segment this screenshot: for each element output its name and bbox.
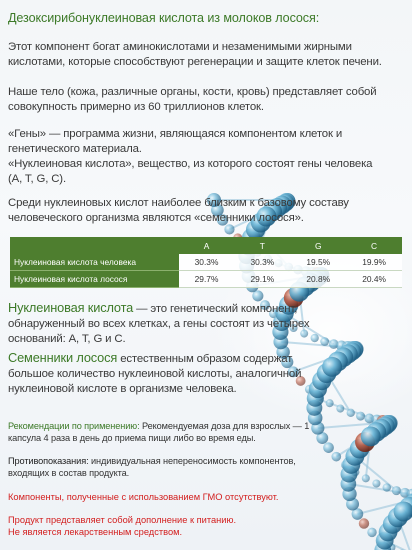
table-header-t: T xyxy=(234,237,290,254)
table-header-empty xyxy=(10,237,179,254)
intro-paragraph: Этот компонент богат аминокислотами и незаменимыми жирными кислотами, которые способствуют регенерации и защите клеток печени. xyxy=(8,41,382,68)
table-cell: 29.1% xyxy=(234,271,290,288)
nucleic-acid-table xyxy=(10,237,402,288)
table-cell: 30.3% xyxy=(234,254,290,271)
row-label-human: Нуклеиновая кислота человека xyxy=(10,254,179,271)
table-row xyxy=(10,254,402,271)
nucleic-acid-paragraph: «Нуклеиновая кислота», вещество, из которого состоят гены человека (A, T, G, C). xyxy=(8,158,373,185)
row-label-salmon: Нуклеиновая кислота лосося xyxy=(10,271,179,288)
not-drug-note: Не является лекарственным средством. xyxy=(8,527,183,537)
salmon-paragraph: Среди нуклеиновых кислот наиболее близким к базовому составу человеческого организма являются «семенники лосося». xyxy=(8,197,349,224)
contra-label: Противопоказания: xyxy=(8,456,89,466)
nucleic-acid-definition xyxy=(8,300,338,347)
genes-paragraph: «Гены» — программа жизни, являющаяся компонентом клеток и генетического материала. xyxy=(8,128,343,155)
table-cell: 20.8% xyxy=(290,271,346,288)
supplement-note: Продукт представляет собой дополнение к питанию. xyxy=(8,515,237,525)
usage-text: Рекомендуемая доза для взрослых — 1 капсула 4 раза в день до приема пищи либо во время еды. xyxy=(8,421,310,443)
table-cell: 30.3% xyxy=(179,254,235,271)
contra-text: индивидуальная непереносимость компонентов, входящих в состав продукта. xyxy=(8,456,296,478)
table-header-g: G xyxy=(290,237,346,254)
table-cell: 20.4% xyxy=(346,271,402,288)
table-header-c: C xyxy=(346,237,402,254)
cells-paragraph: Наше тело (кожа, различные органы, кости, кровь) представляет собой совокупность примерно из 60 триллионов клеток. xyxy=(8,86,377,113)
page-title: Дезоксирибонуклеиновая кислота из молоков лосося: xyxy=(8,11,320,25)
salmon-text: естественным образом содержат большое количество нуклеиновой кислоты, аналогичной нуклеиновой кислоте в организме человека. xyxy=(8,353,302,395)
table-cell: 29.7% xyxy=(179,271,235,288)
table-cell: 19.5% xyxy=(290,254,346,271)
table-row xyxy=(10,271,402,288)
usage-label: Рекомендации по применению: xyxy=(8,421,140,431)
table-cell: 19.9% xyxy=(346,254,402,271)
salmon-definition xyxy=(8,350,338,397)
table-header-row xyxy=(10,237,402,254)
salmon-heading: Семенники лосося xyxy=(8,350,118,365)
usage-recommendations xyxy=(8,421,320,444)
nucleic-acid-text: — это генетический компонент, обнаруженный во всех клетках, а гены состоят из четырех оснований: A, T, G и C. xyxy=(8,303,310,345)
nucleic-acid-heading: Нуклеиновая кислота xyxy=(8,300,134,315)
gmo-note: Компоненты, полученные с использованием ГМО отсутствуют. xyxy=(8,492,279,502)
contraindications xyxy=(8,456,320,479)
table-header-a: A xyxy=(179,237,235,254)
